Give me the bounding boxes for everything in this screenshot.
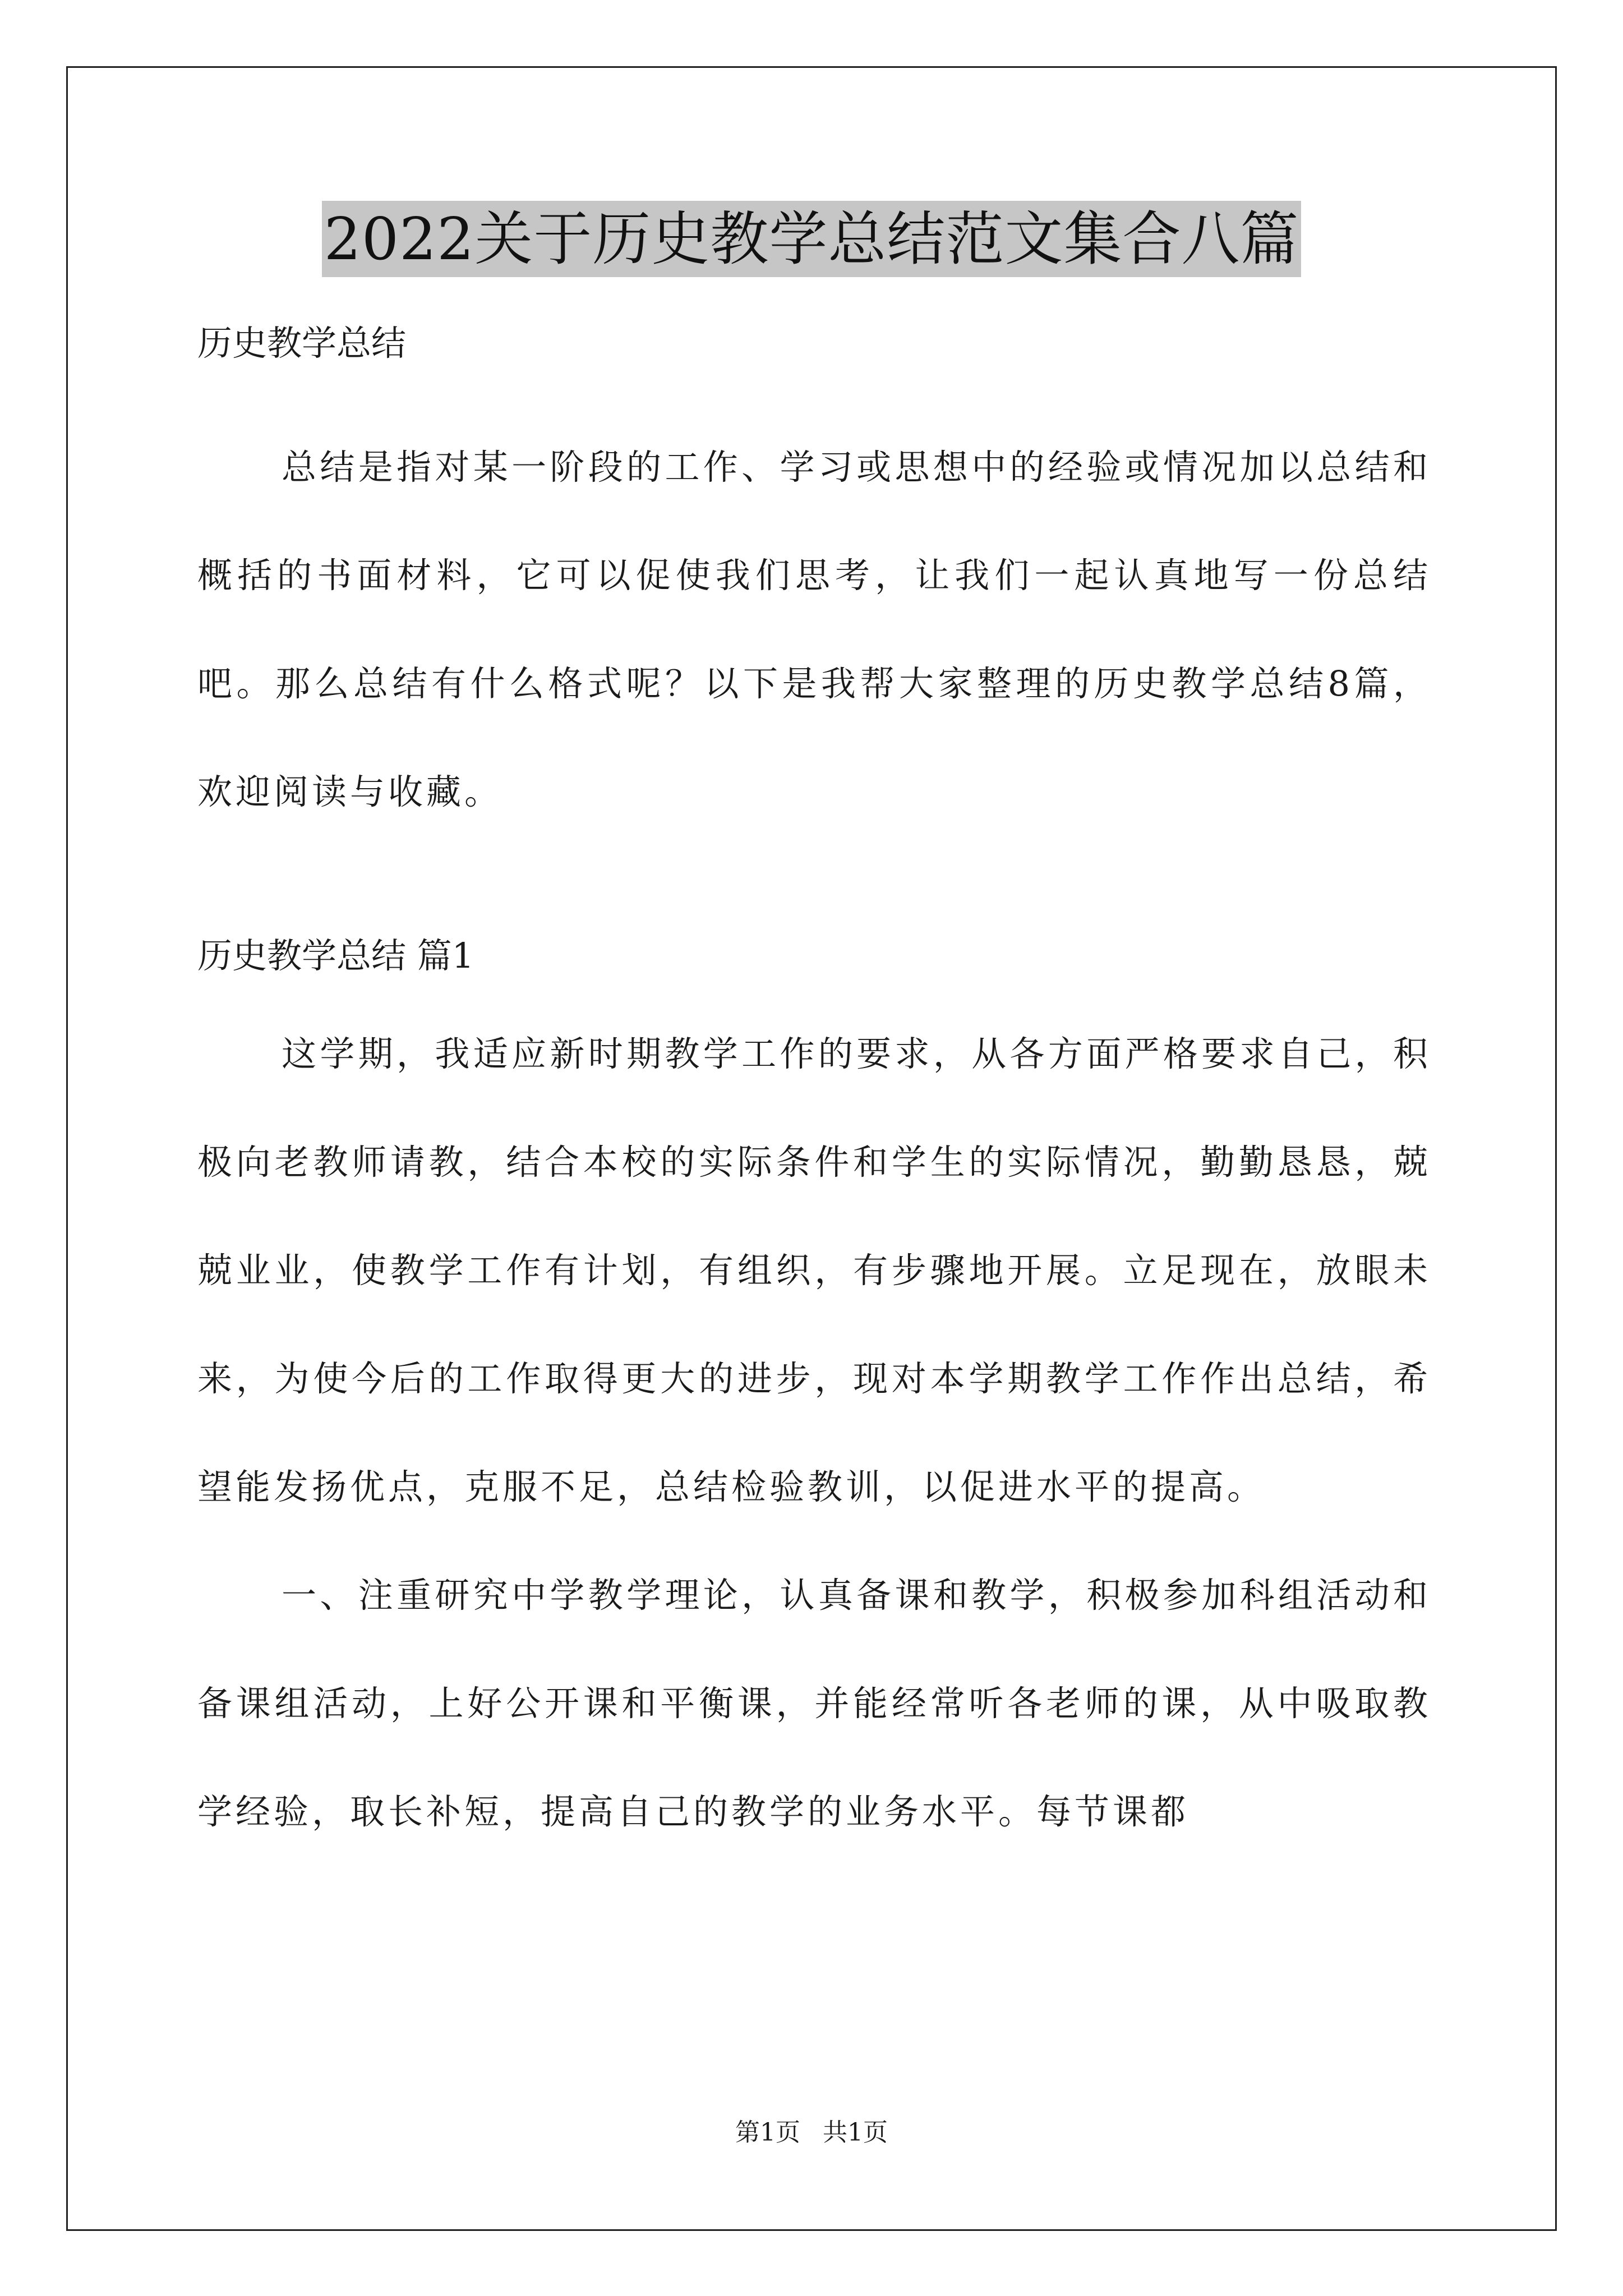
title-container	[0, 201, 1623, 277]
intro-paragraph: 总结是指对某一阶段的工作、学习或思想中的经验或情况加以总结和概括的书面材料，它可以促使我们思考，让我们一起认真地写一份总结吧。那么总结有什么格式呢？以下是我帮大家整理的历史教学总结8篇，欢迎阅读与收藏。	[197, 447, 1431, 812]
document-title: 2022关于历史教学总结范文集合八篇	[322, 201, 1302, 277]
page-number-current: 第1页	[735, 2118, 800, 2147]
section-paragraph-1: 这学期，我适应新时期教学工作的要求，从各方面严格要求自己，积极向老教师请教，结合本校的实际条件和学生的实际情况，勤勤恳恳，兢兢业业，使教学工作有计划，有组织，有步骤地开展。立足现在，放眼未来，为使今后的工作取得更大的进步，现对本学期教学工作作出总结，希望能发扬优点，克服不足，总结检验教训，以促进水平的提高。	[197, 1033, 1431, 1507]
page-number-total: 共1页	[823, 2118, 888, 2147]
section-paragraph-2: 一、注重研究中学教学理论，认真备课和教学，积极参加科组活动和备课组活动，上好公开课和平衡课，并能经常听各老师的课，从中吸取教学经验，取长补短，提高自己的教学的业务水平。每节课都	[197, 1575, 1431, 1832]
section-heading: 历史教学总结 篇1	[197, 935, 474, 976]
intro-heading: 历史教学总结	[197, 323, 407, 364]
page-footer	[0, 2116, 1623, 2150]
document-body	[197, 302, 1431, 1866]
